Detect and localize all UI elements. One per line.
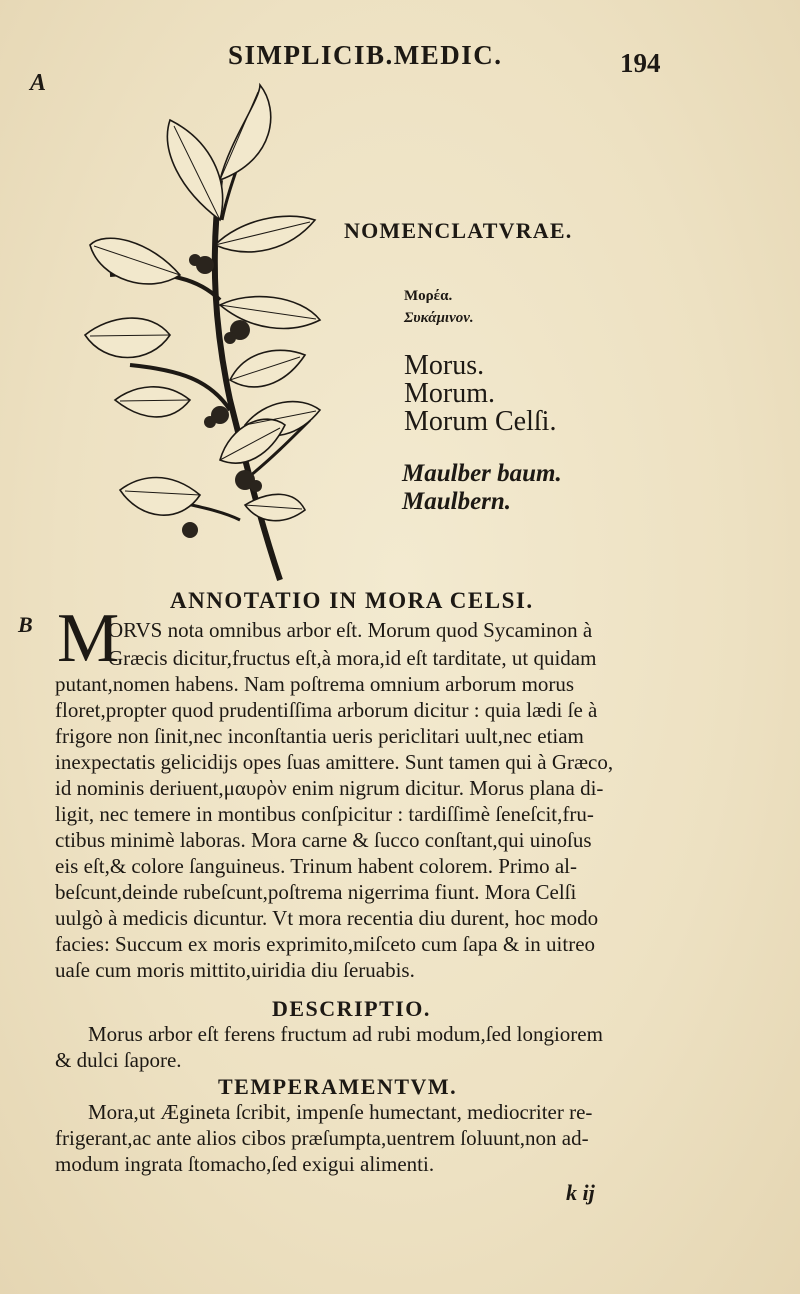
annotatio-line: putant,nomen habens. Nam poſtrema omnium arborum morus	[55, 672, 575, 696]
descriptio-line: Morus arbor eſt ferens fructum ad rubi modum,ſed longiorem	[88, 1022, 603, 1046]
annotatio-first-line: ORVS nota omnibus arbor eſt. Morum quod Sycaminon à	[108, 618, 593, 642]
greek-name-1: Μορέα.	[404, 288, 453, 304]
margin-marker-b: B	[18, 612, 33, 637]
latin-name: Morus.	[404, 350, 485, 381]
annotatio-line: floret,propter quod prudentiſſima arborum dicitur : quia lædi ſe à	[55, 698, 598, 722]
annotatio-line: beſcunt,deinde rubeſcunt,poſtrema nigerrima fiunt. Mora Celſi	[55, 880, 577, 904]
german-name: Maulber baum.	[402, 460, 562, 487]
temperamentum-line: frigerant,ac ante alios cibos præſumpta,uentrem ſoluunt,non ad-	[55, 1126, 589, 1150]
drop-cap: M	[57, 600, 120, 677]
annotatio-line: ctibus minimè laboras. Mora carne & ſucco conſtant,qui uinoſus	[55, 828, 592, 852]
descriptio-title: DESCRIPTIO.	[272, 996, 431, 1021]
annotatio-title: ANNOTATIO IN MORA CELSI.	[170, 588, 534, 613]
annotatio-line: id nominis deriuent,μαυρὸν enim nigrum dicitur. Morus plana di-	[55, 776, 604, 800]
german-name: Maulbern.	[402, 488, 512, 515]
temperamentum-title: TEMPERAMENTVM.	[218, 1074, 458, 1099]
margin-marker-a: A	[30, 70, 47, 96]
annotatio-line: uaſe cum moris mittito,uiridia diu ſeruabis.	[55, 958, 415, 982]
nomenclature-title: NOMENCLATVRAE.	[344, 218, 573, 243]
annotatio-line: facies: Succum ex moris exprimito,miſceto cum ſapa & in uitreo	[55, 932, 596, 956]
running-head: SIMPLICIB.MEDIC.	[228, 40, 503, 70]
annotatio-line: eis eſt,& colore ſanguineus. Trinum habent colorem. Primo al-	[55, 854, 577, 878]
signature-mark: k ij	[566, 1180, 595, 1205]
german-names	[402, 460, 562, 516]
page-number: 194	[620, 48, 661, 78]
temperamentum-line: modum ingrata ſtomacho,ſed exigui alimenti.	[55, 1152, 435, 1176]
descriptio-line: & dulci ſapore.	[55, 1048, 182, 1072]
greek-name-2: Συκάμινον.	[404, 310, 474, 326]
annotatio-line: frigore non ſinit,nec inconſtantia ueris periclitari uult,nec etiam	[55, 724, 584, 748]
mulberry-woodcut-illustration	[70, 80, 360, 590]
annotatio-line: Græcis dicitur,fructus eſt,à mora,id eſt tarditate, ut quidam	[108, 646, 597, 670]
annotatio-line: uulgò à medicis dicuntur. Vt mora recentia diu durent, hoc modo	[55, 906, 599, 930]
annotatio-line: ligit, nec temere in montibus conſpicitur : tardiſſimè ſeneſcit,fru-	[55, 802, 594, 826]
latin-names	[404, 352, 556, 436]
annotatio-line: inexpectatis gelicidijs opes ſuas amittere. Sunt tamen qui à Græco,	[55, 750, 614, 774]
temperamentum-line: Mora,ut Ægineta ſcribit, impenſe humectant, mediocriter re-	[88, 1100, 593, 1124]
latin-name: Morum.	[404, 378, 495, 409]
latin-name: Morum Celſi.	[404, 406, 557, 437]
